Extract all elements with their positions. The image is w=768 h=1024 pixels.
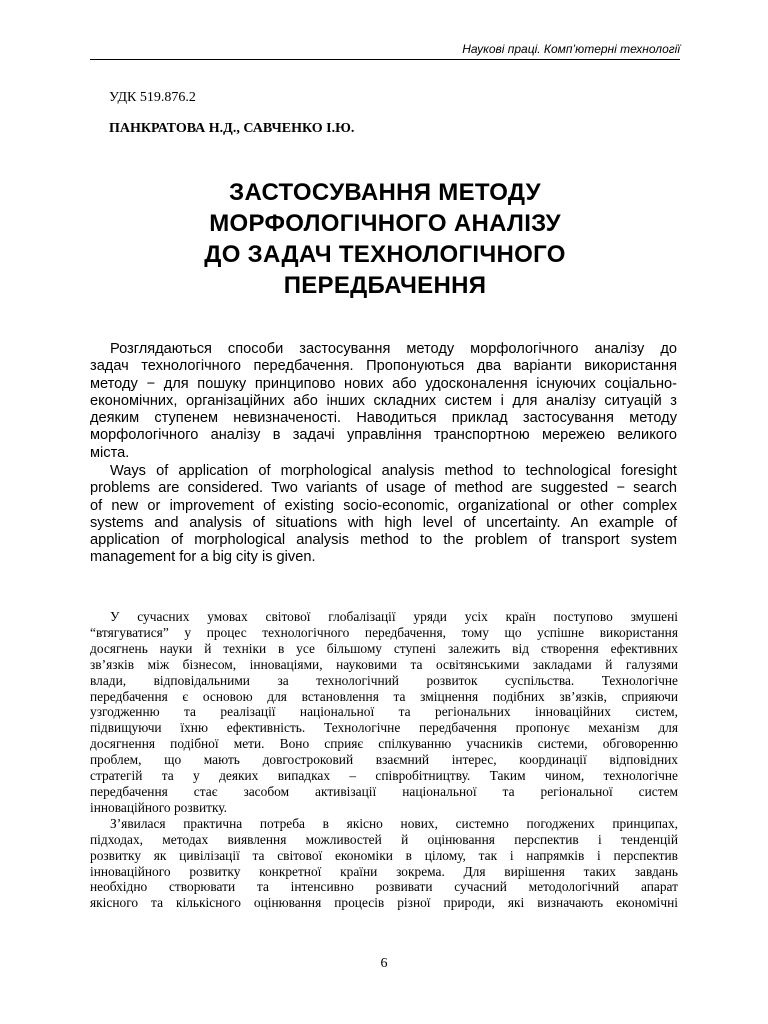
body-line: розвитку як цивілізації та світової економіки в цілому, так і напрямків і перспектив (90, 847, 678, 863)
abstract-line: Ways of application of morphological analysis method to technological foresight (110, 463, 677, 479)
abstract-line: problems are considered. Two variants of usage of method are suggested − search (90, 480, 677, 497)
body-line: інноваційного розвитку конкретної країни зокрема. Для вирішення таких завдань (90, 863, 678, 879)
body-line: досягнення подібної мети. Воно сприяє спілкуванню учасників системи, обговоренню (90, 736, 678, 752)
authors: ПАНКРАТОВА Н.Д., САВЧЕНКО І.Ю. (109, 121, 355, 136)
body-line: влади, відповідальними за технологічний розвиток суспільства. Технологічне (90, 672, 678, 688)
body-line: необхідно створювати та інтенсивно розвивати сучасний методологічний апарат (90, 879, 678, 895)
abstract-line: морфологічного аналізу в задачі управління транспортною мережею великого (90, 427, 677, 444)
body-line: досягнень науки й техніки в усе більшому ступені залежить від створення ефективних (90, 640, 678, 656)
body-line: зв’язків між бізнесом, інноваціями, науковими та освітянськими закладами й галузями (90, 656, 678, 672)
body-line: З’явилася практична потреба в якісно нових, системно погоджених принципах, (110, 815, 678, 831)
body-line: проблем, що мають довгостроковий взаємний інтерес, координації відповідних (90, 752, 678, 768)
header-rule (90, 59, 680, 60)
abstract-line: management for a big city is given. (90, 549, 316, 566)
title-line: ЗАСТОСУВАННЯ МЕТОДУ (229, 179, 541, 206)
abstract-line: задач технологічного передбачення. Пропонуються два варіанти використання (90, 358, 677, 375)
body-line: передбачення стає засобом активізації національної та регіональної систем (90, 783, 678, 799)
title-line: ПЕРЕДБАЧЕННЯ (283, 272, 487, 299)
udc-code: УДК 519.876.2 (109, 90, 196, 105)
body-line: підходах, методах виявлення можливостей й оцінювання перспектив і тенденцій (90, 831, 678, 847)
abstract-line: міста. (90, 444, 130, 461)
abstract-line: of new or improvement of existing socio-economic, organizational or other complex (90, 497, 677, 514)
body-line: “втягуватися” у процес технологічного передбачення, тому що успішне використання (90, 624, 678, 640)
paper-title (90, 177, 680, 301)
body-line: узгодженню та реалізації національної та регіональних інноваційних систем, (90, 704, 678, 720)
body-line: стратегій та у деяких випадках – співробітництву. Таким чином, технологічне (90, 768, 678, 784)
title-line: МОРФОЛОГІЧНОГО АНАЛІЗУ (209, 210, 561, 237)
body-line: інноваційного розвитку. (90, 799, 227, 815)
running-header: Наукові праці. Комп’ютерні технології (462, 42, 680, 56)
abstract-english (90, 463, 677, 567)
body-line: У сучасних умовах світової глобалізації уряди усіх країн поступово змушені (110, 609, 678, 624)
body-text (90, 609, 678, 911)
abstract-line: деяким ступенем невизначеності. Наводиться приклад застосування методу (90, 410, 677, 427)
body-line: передбачення є основою для встановлення та зміцнення подібних зв’язків, сприяючи (90, 688, 678, 704)
abstract-ukrainian (90, 341, 677, 462)
body-line: якісного та кількісного оцінювання процесів різної природи, які визначають економічні (90, 895, 678, 911)
title-line: ДО ЗАДАЧ ТЕХНОЛОГІЧНОГО (204, 241, 566, 268)
abstract-line: Розглядаються способи застосування методу морфологічного аналізу до (110, 341, 677, 357)
abstract-line: application of morphological analysis method to the problem of transport system (90, 532, 677, 549)
body-line: підвищуючи їхню ефективність. Технологічне передбачення пропонує механізм для (90, 720, 678, 736)
abstract-line: методу − для пошуку принципово нових або удосконалення існуючих соціально- (90, 375, 677, 392)
page-number: 6 (380, 956, 388, 971)
abstract-line: systems and analysis of situations with high level of uncertainty. An example of (90, 514, 677, 531)
abstract-line: економічних, організаційних або інших складних систем і для аналізу ситуацій з (90, 392, 677, 409)
